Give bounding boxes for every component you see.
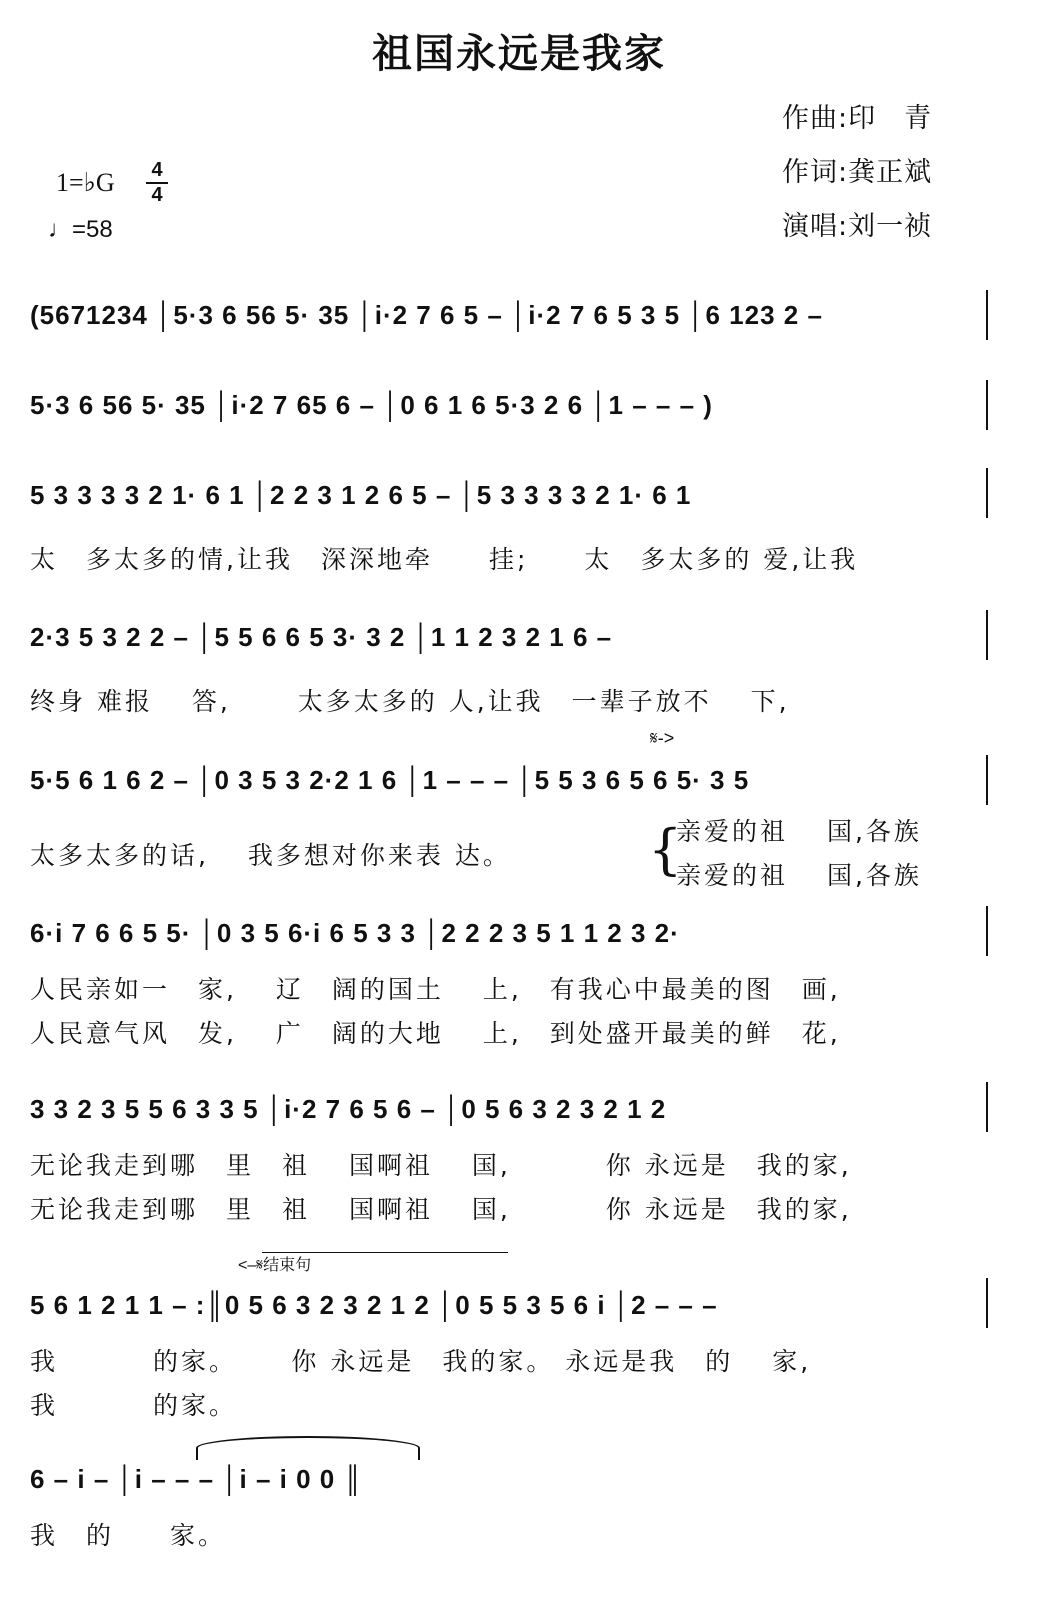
staff-7-lyrics-verse-2: 无论我走到哪 里 祖 国啊祖 国, 你 永远是 我的家, [30, 1195, 852, 1224]
staff-4-lyrics: 终身 难报 答, 太多太多的 人,让我 一辈子放不 下, [30, 687, 790, 716]
coda-bracket-line [262, 1252, 508, 1253]
slur [196, 1436, 420, 1460]
meter-bottom: 4 [151, 184, 163, 206]
staff-4-notes: 2·3 5 3 2 2 – │5 5 6 6 5 3· 3 2 │1 1 2 3 2 1 6 – [30, 622, 613, 652]
staff-8-lyrics-verse-2: 我 的家。 [30, 1391, 237, 1420]
coda-label: <–𝄋结束句 [238, 1257, 312, 1274]
staff-9-lyrics: 我 的 家。 [30, 1521, 227, 1550]
meter-top: 4 [151, 159, 163, 181]
staff-7-notes: 3 3 2 3 5 5 6 3 3 5 │i·2 7 6 5 6 – │0 5 6 3 2 3 2 1 2 [30, 1094, 667, 1124]
staff-8-lyrics-verse-1: 我 的家。 你 永远是 我的家。 永远是我 的 家, [30, 1347, 812, 1376]
verse-1-branch-lyrics: 亲爱的祖 国,各族 [676, 817, 922, 846]
verse-brace: { [648, 818, 683, 881]
staff-9-notes: 6 – i – │i – – – │i – i 0 0 ║ [30, 1464, 363, 1494]
barline [986, 468, 988, 518]
staff-6-notes: 6·i 7 6 6 5 5· │0 3 5 6·i 6 5 3 3 │2 2 2 3 5 1 1 2 3 2· [30, 918, 680, 948]
staff-5-notes: 5·5 6 1 6 2 – │0 3 5 3 2·2 1 6 │1 – – – │5 5 3 6 5 6 5· 3 5 [30, 765, 750, 795]
tempo-marking: ♩=58 [48, 216, 113, 243]
segno-sign: 𝄋-> [650, 728, 675, 748]
time-signature [146, 160, 168, 206]
composer-credit: 作曲:印 青 [782, 103, 933, 134]
barline [986, 755, 988, 805]
staff-2-notes: 5·3 6 56 5· 35 │i·2 7 65 6 – │0 6 1 6 5·3 2 6 │1 – – – ) [30, 390, 713, 420]
barline [986, 290, 988, 340]
staff-6-lyrics-verse-2: 人民意气风 发, 广 阔的大地 上, 到处盛开最美的鲜 花, [30, 1019, 841, 1048]
singer-credit: 演唱:刘一祯 [782, 211, 933, 242]
verse-2-branch-lyrics: 亲爱的祖 国,各族 [676, 861, 922, 890]
key-signature: 1=♭G [56, 168, 115, 197]
lyricist-credit: 作词:龚正斌 [782, 157, 933, 188]
staff-6-lyrics-verse-1: 人民亲如一 家, 辽 阔的国土 上, 有我心中最美的图 画, [30, 975, 841, 1004]
barline [986, 906, 988, 956]
barline [986, 380, 988, 430]
barline [986, 1278, 988, 1328]
barline [986, 1082, 988, 1132]
page-title: 祖国永远是我家 [372, 30, 666, 77]
staff-5-lyrics: 太多太多的话, 我多想对你来表 达。 [30, 841, 511, 870]
staff-3-lyrics: 太 多太多的情,让我 深深地牵 挂; 太 多太多的 爱,让我 [30, 545, 859, 574]
staff-3-notes: 5 3 3 3 3 2 1· 6 1 │2 2 3 1 2 6 5 – │5 3 3 3 3 2 1· 6 1 [30, 480, 692, 510]
barline [986, 610, 988, 660]
staff-7-lyrics-verse-1: 无论我走到哪 里 祖 国啊祖 国, 你 永远是 我的家, [30, 1151, 852, 1180]
staff-8-notes: 5 6 1 2 1 1 – :║0 5 6 3 2 3 2 1 2 │0 5 5 3 5 6 i │2 – – – [30, 1290, 718, 1320]
staff-1-notes: (5671234 │5·3 6 56 5· 35 │i·2 7 6 5 – │i·2 7 6 5 3 5 │6 123 2 – [30, 300, 823, 330]
